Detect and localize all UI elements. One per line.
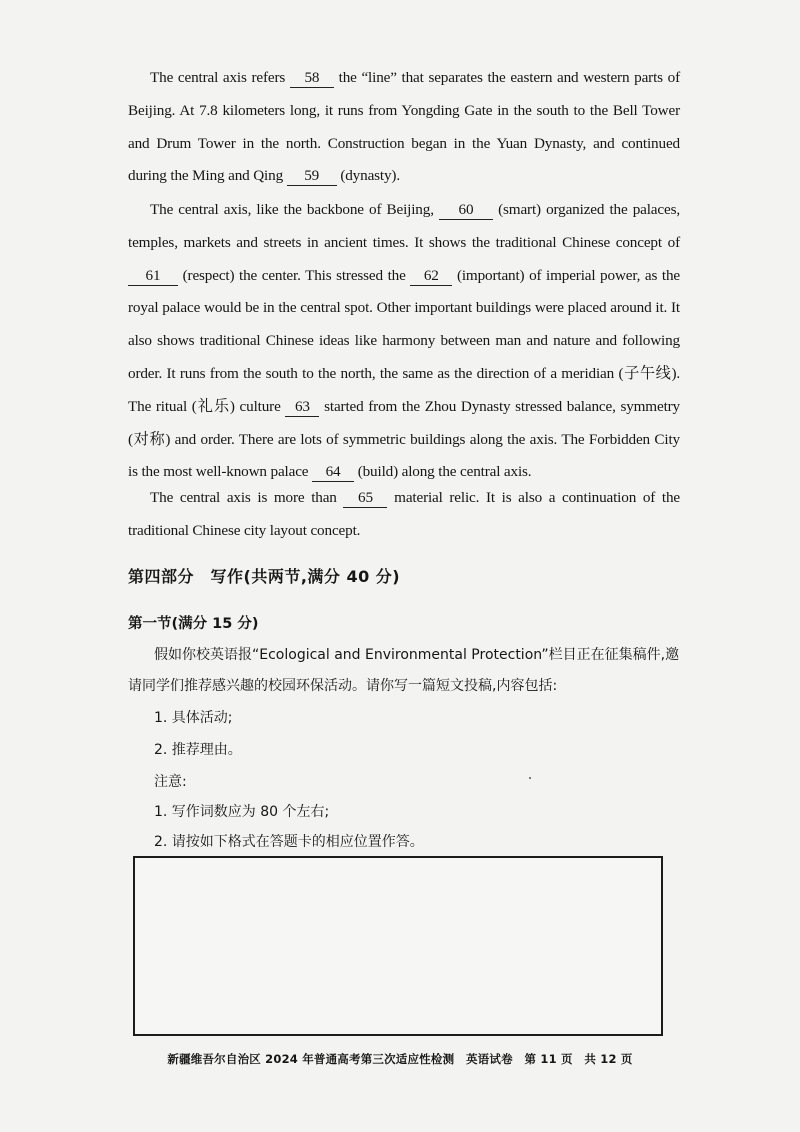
- blank-59[interactable]: 59: [287, 167, 337, 186]
- writing-prompt: [128, 640, 680, 702]
- passage-text: started from the Zhou Dynasty stressed balance, symmetry (对称) and order. There are lots of symmetric buildings along the axis. The Forbidden City is the most well-known palace: [128, 397, 680, 481]
- passage-paragraph-3: [128, 482, 680, 548]
- blank-60[interactable]: 60: [439, 201, 493, 220]
- passage-text: The central axis is more than: [150, 489, 337, 506]
- blank-64[interactable]: 64: [312, 463, 354, 482]
- passage-text: (build) along the central axis.: [357, 463, 532, 481]
- content-point-2: 2. 推荐理由。: [154, 742, 242, 758]
- scan-speck: [529, 777, 531, 779]
- blank-61[interactable]: 61: [128, 267, 178, 286]
- content-point-1: 1. 具体活动;: [154, 710, 233, 726]
- passage-text: material relic. It is also a continuation of the traditional Chinese city layout concept.: [128, 489, 680, 539]
- passage-text: The central axis refers: [150, 69, 286, 86]
- blank-62[interactable]: 62: [410, 267, 452, 286]
- passage-text: The central axis, like the backbone of Beijing,: [150, 201, 434, 218]
- blank-63[interactable]: 63: [285, 398, 319, 417]
- passage-text: (dynasty).: [340, 167, 400, 185]
- answer-box[interactable]: [133, 856, 663, 1036]
- passage-paragraph-1: [128, 62, 680, 193]
- note-1: 1. 写作词数应为 80 个左右;: [154, 804, 330, 820]
- section-title: 第四部分 写作(共两节,满分 40 分): [128, 567, 401, 586]
- passage-text: the “line” that separates the eastern and western parts of Beijing. At 7.8 kilometers long, it runs from Yongding Gate in the south to the Bell Tower and Drum Tower in the north. Construction began in the Yuan Dynasty, and continued during the Ming and Qing: [128, 69, 680, 185]
- note-2: 2. 请按如下格式在答题卡的相应位置作答。: [154, 834, 424, 850]
- writing-prompt-text: 假如你校英语报“Ecological and Environmental Protection”栏目正在征集稿件,邀请同学们推荐感兴趣的校园环保活动。请你写一篇短文投稿,内容包括:: [128, 647, 680, 694]
- note-label: 注意:: [154, 774, 187, 790]
- subsection-title: 第一节(满分 15 分): [128, 616, 259, 632]
- passage-text: (smart) organized the palaces, temples, markets and streets in ancient times. It shows the traditional Chinese concept of: [128, 201, 680, 251]
- blank-58[interactable]: 58: [290, 69, 334, 88]
- page-footer: 新疆维吾尔自治区 2024 年普通高考第三次适应性检测 英语试卷 第 11 页 共 12 页: [167, 1052, 633, 1066]
- passage-text: (important) of imperial power, as the royal palace would be in the central spot. Other important buildings were placed around it. It also shows traditional Chinese ideas like harmony between man and nature and following order. It runs from the south to the north, the same as the direction of a meridian (子午线). The ritual (礼乐) culture: [128, 266, 680, 415]
- passage-paragraph-2: [128, 194, 680, 489]
- passage-text: (respect) the center. This stressed the: [182, 266, 406, 284]
- blank-65[interactable]: 65: [343, 489, 387, 508]
